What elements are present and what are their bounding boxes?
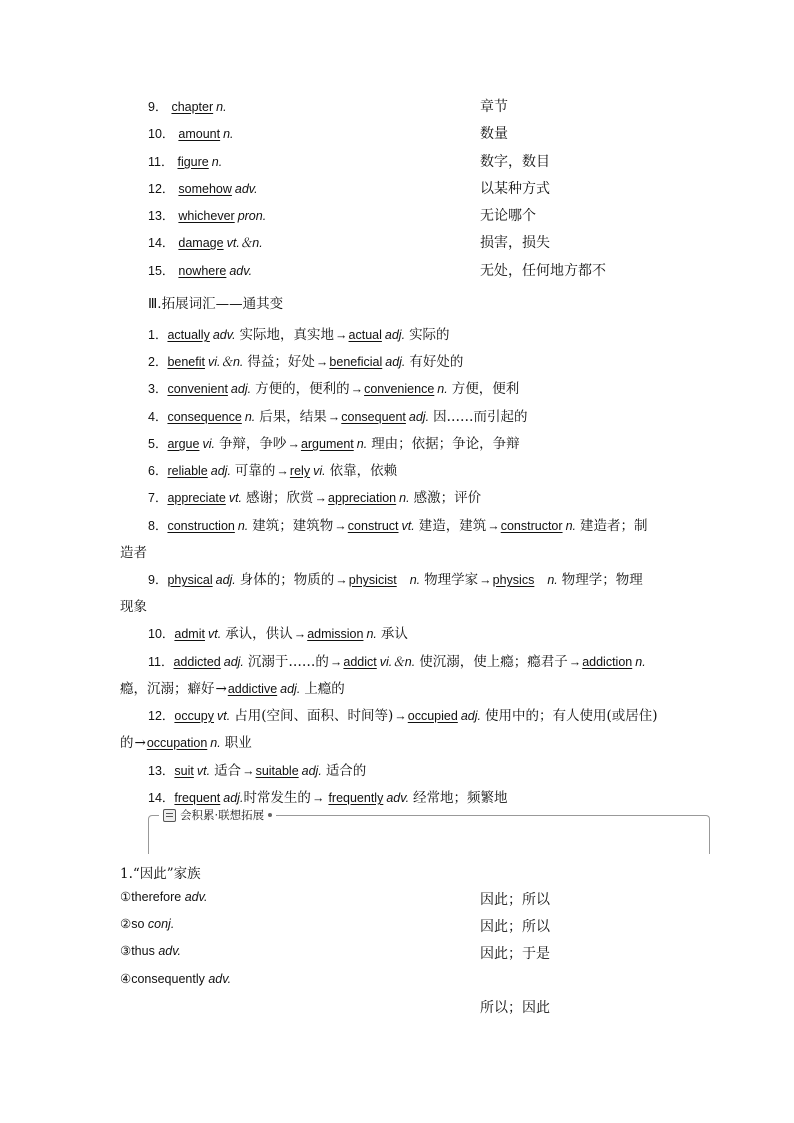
vocab-row [148, 178, 668, 198]
item-number: 11． [148, 155, 174, 169]
derived-word: occupied [407, 709, 458, 723]
item-number: 12． [148, 182, 175, 196]
item-number: 2． [148, 355, 168, 369]
arrow-icon: → [276, 464, 289, 478]
derived-word: suitable [255, 764, 299, 778]
arrow-icon: → [329, 655, 343, 669]
continuation-line [120, 677, 345, 697]
family-row [120, 889, 640, 909]
vocab-word: damage [178, 236, 224, 250]
part-of-speech: adj. [384, 328, 406, 342]
meaning: 实际的 [409, 327, 450, 343]
derived-word: rely [289, 464, 311, 478]
item-number: 11． [148, 655, 174, 669]
vocab-row [148, 151, 668, 171]
item-number: 14． [148, 236, 175, 250]
vocab-word: nowhere [178, 264, 227, 278]
base-word: argue [167, 437, 200, 451]
vocab-meaning: 损害，损失 [480, 235, 550, 251]
dot-icon [268, 813, 272, 817]
arrow-icon: → [335, 328, 348, 342]
part-of-speech: n. [399, 491, 410, 505]
extension-item [148, 486, 688, 506]
meaning: 因……而引起的 [433, 409, 528, 425]
derived-word: consequent [341, 410, 406, 424]
derived-word: appreciation [328, 491, 397, 505]
arrow-icon: → [327, 410, 341, 424]
notebook-icon [163, 809, 176, 822]
extension-item [148, 432, 688, 452]
base-word: consequence [167, 410, 242, 424]
family-row [120, 943, 640, 963]
part-of-speech: adv. [208, 972, 232, 986]
arrow-icon: → [394, 709, 407, 723]
meaning: 建造，建筑 [418, 518, 487, 534]
item-number: 8． [148, 519, 168, 533]
arrow-icon: → [350, 382, 364, 396]
meaning: 适合的 [325, 763, 367, 779]
vocab-row [148, 232, 668, 252]
derived-word: actual [348, 328, 382, 342]
family-meaning: 因此；所以 [480, 919, 550, 935]
base-word: occupy [174, 709, 215, 723]
base-word: addicted [173, 655, 221, 669]
part-of-speech: n. [216, 100, 227, 114]
meaning: 适合 [214, 763, 242, 779]
part-of-speech: adj. [280, 682, 301, 696]
part-of-speech: n. [223, 127, 234, 141]
section-heading: Ⅲ.拓展词汇——通其变 [148, 296, 284, 312]
arrow-icon: → [215, 681, 227, 697]
item-number: 10． [148, 627, 175, 641]
family-meaning: 因此；所以 [480, 892, 550, 908]
extension-item [148, 759, 688, 779]
item-number: 5． [148, 437, 168, 451]
part-of-speech: vt. [207, 627, 222, 641]
meaning: 沉溺于……的 [247, 654, 329, 670]
part-of-speech: n. [409, 573, 421, 587]
meaning: 职业 [224, 735, 252, 751]
box-header [159, 807, 276, 823]
meaning: 依靠，依赖 [329, 463, 398, 479]
part-of-speech: adj. [223, 791, 244, 805]
vocab-meaning: 数量 [480, 126, 508, 142]
accumulation-box [148, 808, 710, 854]
vocab-meaning: 无论哪个 [480, 208, 536, 224]
arrow-icon: → [134, 735, 146, 751]
family-word: ④consequently [120, 972, 205, 986]
meaning: 承认 [380, 626, 408, 642]
part-of-speech: adj. [385, 355, 406, 369]
base-word: benefit [167, 355, 205, 369]
family-row [120, 916, 640, 936]
extension-item [148, 650, 688, 670]
derived-word: convenience [364, 382, 435, 396]
arrow-icon: → [335, 573, 348, 587]
meaning: 经常地；频繁地 [413, 790, 508, 806]
extension-item [148, 323, 688, 343]
part-of-speech: n. [356, 437, 368, 451]
part-of-speech: n. [635, 655, 646, 669]
base-word: suit [174, 764, 194, 778]
part-of-speech: adj. [215, 573, 236, 587]
part-of-speech: vi.＆n. [379, 655, 416, 669]
part-of-speech: vi.＆n. [207, 355, 244, 369]
item-number: 9． [148, 573, 168, 587]
meaning: 瘾，沉溺；癖好 [120, 681, 215, 697]
item-number: 14． [148, 791, 175, 805]
extension-item [148, 622, 688, 642]
item-number: 13． [148, 209, 175, 223]
derived-word: addict [343, 655, 377, 669]
part-of-speech: n. [366, 627, 377, 641]
extension-item [148, 377, 688, 397]
vocab-meaning: 以某种方式 [480, 181, 550, 197]
meaning: 感谢；欣赏 [246, 490, 314, 506]
vocab-meaning: 章节 [480, 99, 508, 115]
meaning: 的 [120, 735, 134, 751]
meaning: 得益；好处 [247, 354, 315, 370]
meaning: 时常发生的 [243, 790, 311, 806]
part-of-speech: adj. [460, 709, 481, 723]
derived-word: frequently [328, 791, 384, 805]
extension-item [148, 350, 688, 370]
meaning: 使用中的；有人使用(或居住) [484, 708, 658, 724]
part-of-speech: n. [437, 382, 448, 396]
derived-word: constructor [500, 519, 563, 533]
part-of-speech: adj. [408, 410, 430, 424]
part-of-speech: adv. [229, 264, 253, 278]
part-of-speech: adj. [210, 464, 231, 478]
extension-item [148, 405, 688, 425]
derived-word: construct [347, 519, 399, 533]
part-of-speech: n. [547, 573, 558, 587]
item-number: 15． [148, 264, 175, 278]
family-title: 1.“因此”家族 [120, 866, 201, 882]
meaning: 方便，便利 [451, 381, 520, 397]
arrow-icon: → [293, 627, 307, 641]
meaning: 物理学家 [424, 572, 479, 588]
meaning: 感激；评价 [413, 490, 482, 506]
base-word: frequent [174, 791, 221, 805]
meaning: 建筑；建筑物 [252, 518, 334, 534]
part-of-speech: adj. [230, 382, 252, 396]
part-of-speech: adv. [158, 944, 182, 958]
family-meaning: 因此；于是 [480, 946, 550, 962]
part-of-speech: n. [237, 519, 249, 533]
meaning: 身体的；物质的 [239, 572, 335, 588]
arrow-icon: → [314, 491, 328, 505]
arrow-icon: → [334, 519, 347, 533]
derived-word: addictive [227, 682, 278, 696]
derived-word: argument [300, 437, 354, 451]
base-word: convenient [167, 382, 228, 396]
meaning: 可靠的 [234, 463, 276, 479]
family-meaning: 所以；因此 [480, 1000, 550, 1016]
vocab-meaning: 数字，数目 [480, 154, 550, 170]
vocab-row [148, 96, 668, 116]
item-number: 12． [148, 709, 175, 723]
item-number: 10． [148, 127, 175, 141]
continuation-line: 现象 [120, 599, 147, 615]
extension-item [148, 786, 688, 806]
base-word: appreciate [167, 491, 226, 505]
meaning: 上瘾的 [304, 681, 345, 697]
extension-item [148, 514, 688, 534]
part-of-speech: n. [244, 410, 256, 424]
vocab-row [148, 260, 668, 280]
part-of-speech: vt. [401, 519, 415, 533]
derived-word: beneficial [329, 355, 383, 369]
arrow-icon: → [568, 655, 582, 669]
base-word: physical [167, 573, 213, 587]
arrow-icon: → [242, 764, 255, 778]
part-of-speech: n. [565, 519, 576, 533]
meaning: 实际地，真实地 [239, 327, 335, 343]
part-of-speech: conj. [147, 917, 175, 931]
part-of-speech: adv. [184, 890, 208, 904]
derived-word: physics [492, 573, 535, 587]
vocab-word: somehow [178, 182, 232, 196]
family-row [120, 971, 640, 991]
arrow-icon: → [479, 573, 492, 587]
arrow-icon: → [487, 519, 500, 533]
family-word: ③thus [120, 944, 155, 958]
part-of-speech: n. [211, 155, 223, 169]
derived-word: occupation [146, 736, 208, 750]
derived-word: addiction [582, 655, 633, 669]
part-of-speech: vt. [196, 764, 211, 778]
meaning: 使沉溺，使上瘾；瘾君子 [419, 654, 568, 670]
meaning: 占用(空间、面积、时间等) [234, 708, 394, 724]
item-number: 3． [148, 382, 168, 396]
vocab-word: amount [178, 127, 221, 141]
meaning: 争辩，争吵 [218, 436, 287, 452]
extension-item [148, 704, 688, 724]
vocab-word: figure [177, 155, 209, 169]
part-of-speech: adv. [386, 791, 410, 805]
arrow-icon: → [315, 355, 329, 369]
part-of-speech: adv. [234, 182, 258, 196]
meaning: 建造者；制 [580, 518, 648, 534]
part-of-speech: adj. [301, 764, 322, 778]
item-number: 13． [148, 764, 175, 778]
meaning: 物理学；物理 [561, 572, 643, 588]
continuation-line [120, 731, 252, 751]
base-word: construction [167, 519, 235, 533]
vocab-row [148, 123, 668, 143]
base-word: reliable [167, 464, 208, 478]
part-of-speech: vt.＆n. [226, 236, 263, 250]
vocab-row [148, 205, 668, 225]
box-title: 会积累·联想拓展 [180, 808, 265, 822]
vocab-word: whichever [178, 209, 235, 223]
item-number: 1． [148, 328, 168, 342]
vocab-word: chapter [171, 100, 214, 114]
family-word: ①therefore [120, 890, 182, 904]
extension-item [148, 568, 688, 588]
arrow-icon: → [311, 791, 325, 805]
item-number: 6． [148, 464, 168, 478]
meaning: 有好处的 [409, 354, 464, 370]
family-word: ②so [120, 917, 145, 931]
derived-word: physicist [348, 573, 397, 587]
arrow-icon: → [287, 437, 300, 451]
base-word: actually [167, 328, 210, 342]
meaning: 理由；依据；争论，争辩 [371, 436, 520, 452]
meaning: 后果，结果 [259, 409, 327, 425]
vocab-meaning: 无处，任何地方都不 [480, 263, 606, 279]
item-number: 7． [148, 491, 168, 505]
derived-word: admission [307, 627, 364, 641]
part-of-speech: adv. [212, 328, 236, 342]
part-of-speech: adj. [223, 655, 244, 669]
part-of-speech: vt. [228, 491, 243, 505]
meaning: 方便的，便利的 [255, 381, 350, 397]
item-number: 9． [148, 100, 168, 114]
continuation-line: 造者 [120, 545, 147, 561]
extension-item [148, 459, 688, 479]
part-of-speech: pron. [237, 209, 267, 223]
base-word: admit [174, 627, 205, 641]
part-of-speech: vi. [313, 464, 326, 478]
part-of-speech: vi. [202, 437, 215, 451]
part-of-speech: n. [210, 736, 221, 750]
part-of-speech: vt. [217, 709, 231, 723]
meaning: 承认，供认 [225, 626, 293, 642]
item-number: 4． [148, 410, 168, 424]
